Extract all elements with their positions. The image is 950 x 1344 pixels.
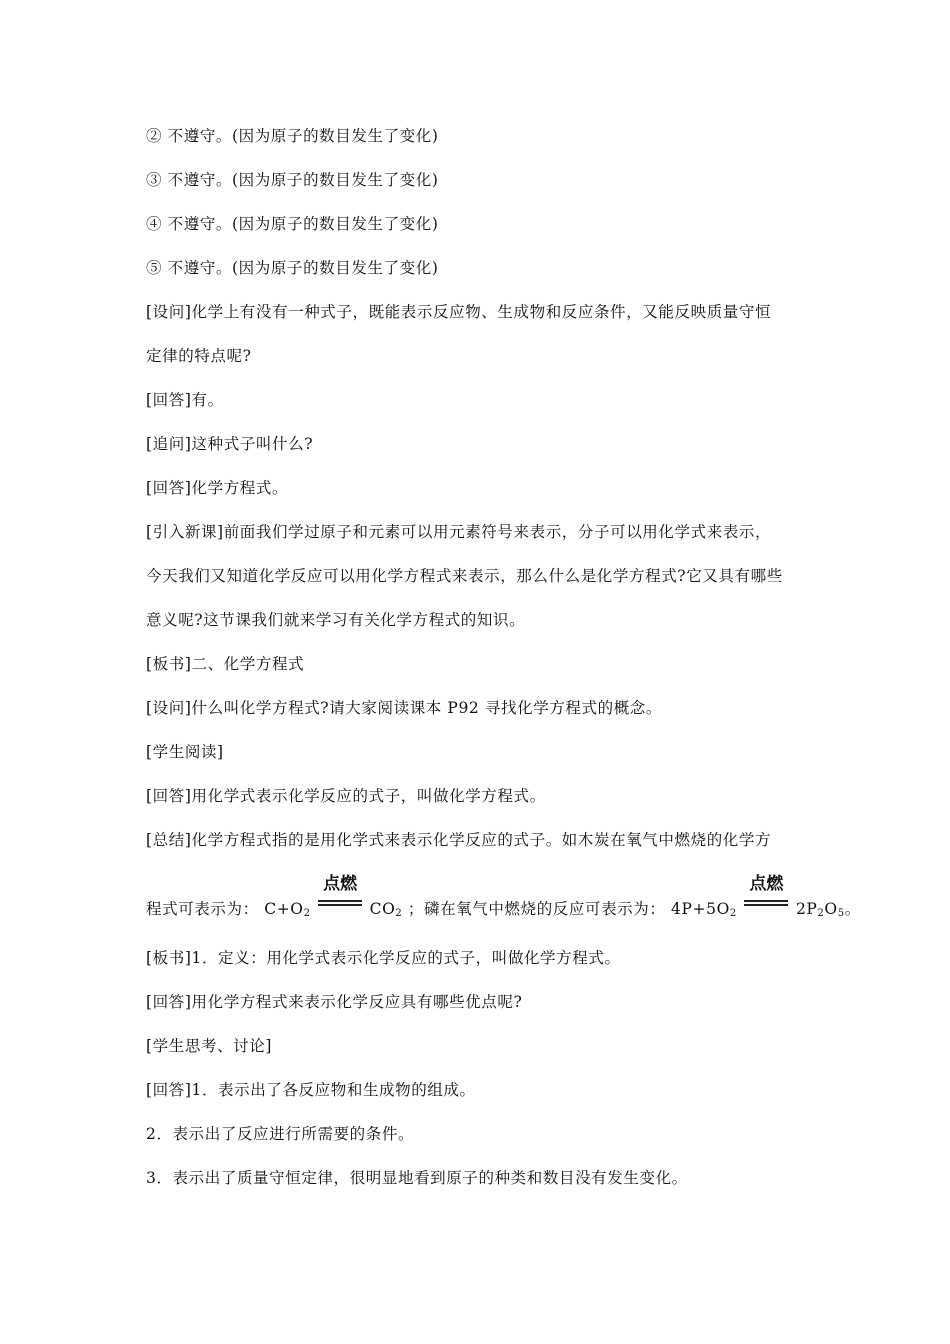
text-line: [设问]什么叫化学方程式?请大家阅读课本 P92 寻找化学方程式的概念。 xyxy=(146,699,663,717)
text-line: 3．表示出了质量守恒定律，很明显地看到原子的种类和数目没有发生变化。 xyxy=(146,1169,688,1187)
equation-carbon: $C+O_2$ 点燃 $CO_2$ xyxy=(264,874,403,919)
text-line: [回答]有。 xyxy=(146,391,224,409)
equation-prefix: 程式可表示为： xyxy=(146,900,259,918)
equation-phosphorus: $4P+5O_2$ 点燃 $2P_2O_5$ xyxy=(671,874,845,919)
reaction-condition: 点燃 xyxy=(323,874,358,894)
text-line: 今天我们又知道化学反应可以用化学方程式来表示，那么什么是化学方程式?它又具有哪些 xyxy=(146,567,783,585)
text-line: [学生阅读] xyxy=(146,743,224,761)
text-line: ⑤ 不遵守。(因为原子的数目发生了变化) xyxy=(146,259,439,277)
reaction-arrow xyxy=(744,874,788,914)
text-line: ② 不遵守。(因为原子的数目发生了变化) xyxy=(146,127,439,145)
text-line: ④ 不遵守。(因为原子的数目发生了变化) xyxy=(146,215,439,233)
text-line: [回答]1．表示出了各反应物和生成物的组成。 xyxy=(146,1081,476,1099)
text-line: [回答]用化学式表示化学反应的式子，叫做化学方程式。 xyxy=(146,787,546,805)
text-line: [回答]化学方程式。 xyxy=(146,479,289,497)
text-line: ③ 不遵守。(因为原子的数目发生了变化) xyxy=(146,171,439,189)
text-line: [板书]二、化学方程式 xyxy=(146,655,305,673)
double-line-icon xyxy=(318,900,362,906)
text-line: [设问]化学上有没有一种式子，既能表示反应物、生成物和反应条件，又能反映质量守恒 xyxy=(146,303,772,321)
text-line: [板书]1．定义：用化学式表示化学反应的式子，叫做化学方程式。 xyxy=(146,949,621,967)
text-line: [回答]用化学方程式来表示化学反应具有哪些优点呢? xyxy=(146,993,523,1011)
equation-middle: ；磷在氧气中燃烧的反应可表示为： xyxy=(407,900,666,918)
equation-suffix: 。 xyxy=(844,900,861,918)
text-line: 意义呢?这节课我们就来学习有关化学方程式的知识。 xyxy=(146,611,526,629)
text-line: [学生思考、讨论] xyxy=(146,1037,272,1055)
equation-line xyxy=(146,874,861,924)
double-line-icon xyxy=(744,900,788,906)
text-line: [引入新课]前面我们学过原子和元素可以用元素符号来表示，分子可以用化学式来表示， xyxy=(146,523,772,541)
text-line: [总结]化学方程式指的是用化学式来表示化学反应的式子。如木炭在氧气中燃烧的化学方 xyxy=(146,831,772,849)
text-line: 定律的特点呢? xyxy=(146,347,252,365)
text-line: 2．表示出了反应进行所需要的条件。 xyxy=(146,1125,415,1143)
reaction-condition: 点燃 xyxy=(749,874,784,894)
text-line: [追问]这种式子叫什么? xyxy=(146,435,314,453)
reaction-arrow xyxy=(318,874,362,914)
